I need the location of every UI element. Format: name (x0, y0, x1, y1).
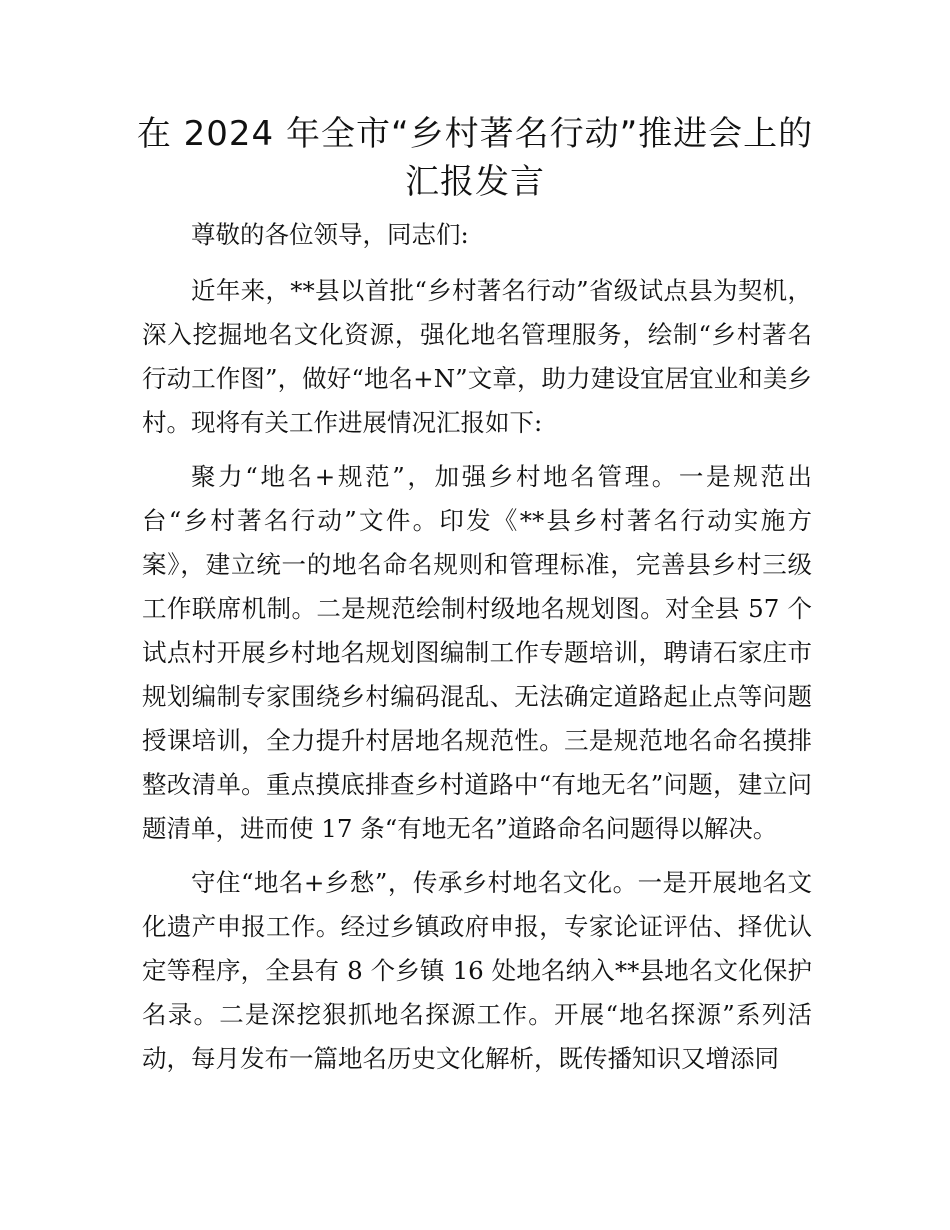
salutation: 尊敬的各位领导，同志们: (191, 220, 469, 249)
document-body (142, 213, 812, 1081)
paragraph-intro: 近年来，**县以首批“乡村著名行动”省级试点县为契机，深入挖掘地名文化资源，强化地名管理服务，绘制“乡村著名行动工作图”，做好“地名+N”文章，助力建设宜居宜业和美乡村。现将有关工作进展情况汇报如下: (142, 276, 812, 437)
document-title: 在 2024 年全市“乡村著名行动”推进会上的汇报发言 (136, 114, 814, 202)
paragraph-standardization: 聚力“地名+规范”，加强乡村地名管理。一是规范出台“乡村著名行动”文件。印发《**县乡村著名行动实施方案》，建立统一的地名命名规则和管理标准，完善县乡村三级工作联席机制。二是规范绘制村级地名规划图。对全县 57 个试点村开展乡村地名规划图编制工作专题培训，聘请石家庄市规划编制专家围绕乡村编码混乱、无法确定道路起止点等问题授课培训，全力提升村居地名规范性。三是规范地名命名摸排整改清单。重点摸底排查乡村道路中“有地无名”问题，建立问题清单，进而使 17 条“有地无名”道路命名问题得以解决。 (142, 462, 812, 843)
paragraph-heritage: 守住“地名+乡愁”，传承乡村地名文化。一是开展地名文化遗产申报工作。经过乡镇政府申报，专家论证评估、择优认定等程序，全县有 8 个乡镇 16 处地名纳入**县地名文化保护名录。二是深挖狠抓地名探源工作。开展“地名探源”系列活动，每月发布一篇地名历史文化解析，既传播知识又增添同 (142, 868, 812, 1073)
